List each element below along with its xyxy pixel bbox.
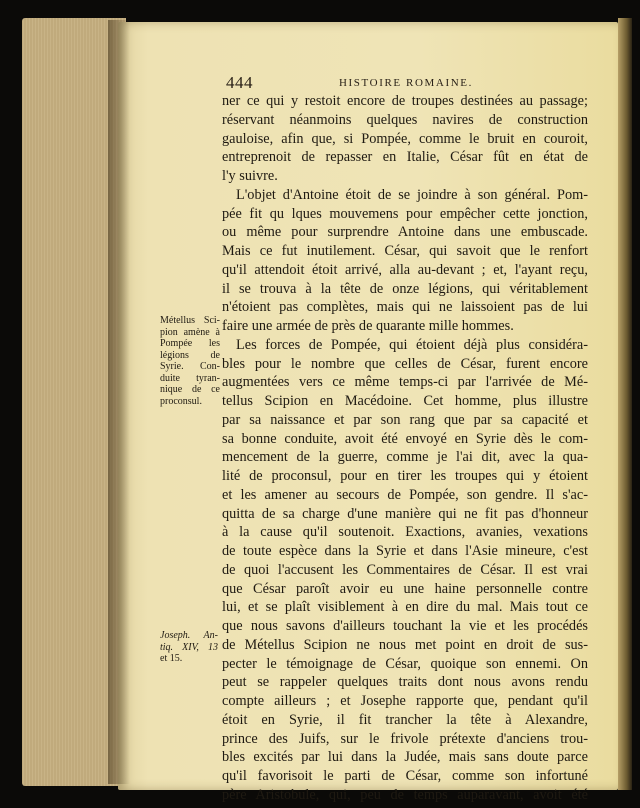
text-line: sa bonne conduite, avoit été envoyé en Syrie dès le com-	[222, 430, 588, 447]
text-line: L'objet d'Antoine étoit de se joindre à son général. Pom-	[236, 186, 588, 203]
text-line: l'y suivre.	[222, 168, 278, 184]
text-line: lui, et se plaît visiblement à en dire du mal. Mais tout ce	[222, 599, 588, 616]
text-line: mencement de la guerre, comme je l'ai dit, avec la qua-	[222, 449, 588, 466]
text-line: entreprenoit de repasser en Italie, César fût en état de	[222, 149, 588, 166]
text-line: que nous savons d'ailleurs touchant la vie et les procédés	[222, 618, 588, 634]
text-line: quitta de sa charge d'une manière qui ne fit pas d'honneur	[222, 505, 588, 522]
margin-note-line: Métellus Sci-	[160, 315, 220, 326]
page-number: 444	[226, 73, 253, 92]
text-line: prince des Juifs, sur le frivole prétexte d'anciens trou-	[222, 730, 588, 747]
text-line: compte ailleurs ; et Josephe rapporte que, pendant qu'il	[222, 693, 588, 709]
text-line: par sa naissance et par son rang que par sa capacité et	[222, 411, 588, 428]
margin-note-line: Syrie. Con-	[160, 361, 220, 372]
text-line: de toute espèce dans la Syrie et dans l'Asie mineure, c'est	[222, 543, 588, 559]
margin-note-line: tiq. XIV, 13	[160, 641, 218, 653]
text-line: père Aristobule, qui, peu de temps auparavant, avoit été	[222, 786, 588, 803]
text-line: pecter le témoignage de César, quoique son ennemi. On	[222, 655, 588, 672]
text-line: réservant néanmoins quelques navires de construction	[222, 111, 588, 128]
facing-page-edge	[618, 18, 632, 790]
text-line: tellus Scipion en Macédoine. Cet homme, plus illustre	[222, 393, 588, 409]
margin-note-line: duite tyran-	[160, 372, 220, 384]
margin-note-metellus	[160, 315, 220, 407]
text-line: qu'il favorisoit le parti de César, comme son infortuné	[222, 768, 588, 784]
margin-note-line: nique de ce	[160, 384, 220, 395]
text-line: de Métellus Scipion ne nous met point en droit de sus-	[222, 636, 588, 653]
text-line: gauloise, afin que, si Pompée, comme le bruit en couroit,	[222, 130, 588, 147]
text-line: pée fit qu lques mouvemens pour empêcher cette jonction,	[222, 205, 588, 222]
text-line: augmentées vers ce même temps-ci par l'arrivée de Mé-	[222, 374, 588, 391]
text-line: qu'il attendoit étoit arrivé, alla au-devant ; et, l'ayant reçu,	[222, 261, 588, 278]
text-line: lité de proconsul, pour en tirer les troupes qui y étoient	[222, 468, 588, 484]
text-line: de quoi l'accusent les Commentaires de César. Il est vrai	[222, 561, 588, 578]
text-line: bles pour le nombre que celles de César, furent encore	[222, 355, 588, 372]
margin-note-line: proconsul.	[160, 395, 202, 407]
text-line: il se trouva à la tête de onze légions, qui véritablement	[222, 280, 588, 297]
margin-note-josephus	[160, 630, 218, 665]
gutter-shadow	[108, 20, 130, 784]
text-line: et les amener au secours de Pompée, son gendre. Il s'ac-	[222, 486, 588, 503]
margin-note-line: Joseph. An-	[160, 630, 218, 641]
text-line: peut se rappeler quelques traits dont nous avons rendu	[222, 674, 588, 691]
text-line: bles excités par lui dans la Judée, mais sans doute parce	[222, 749, 588, 766]
main-text-block	[222, 92, 588, 805]
running-head: HISTOIRE ROMAINE.	[339, 77, 473, 89]
page-header	[226, 73, 588, 93]
margin-note-line: et 15.	[160, 653, 183, 664]
text-line: ner ce qui y restoit encore de troupes destinées au passage;	[222, 93, 588, 109]
text-line: Mais ce fut inutilement. César, qui savoit que le renfort	[222, 243, 588, 259]
text-line: Les forces de Pompée, qui étoient déjà plus considéra-	[236, 336, 588, 353]
text-line: faire une armée de près de quarante mille hommes.	[222, 318, 514, 334]
text-line: étoit en Syrie, il fit trancher la tête à Alexandre,	[222, 711, 588, 728]
margin-note-line: pion amène à	[160, 326, 220, 338]
text-line: n'étoient pas complètes, mais qui ne laissoient pas de lui	[222, 299, 588, 316]
text-line: que César paroît avoir eu une haine personnelle contre	[222, 580, 588, 597]
margin-note-line: Pompée les	[160, 338, 220, 349]
margin-note-line: légions de	[160, 349, 220, 361]
text-line: à la cause qu'il soutenoit. Exactions, avanies, vexations	[222, 524, 588, 541]
text-line: ou même pour surprendre Antoine dans une embuscade.	[222, 224, 588, 241]
